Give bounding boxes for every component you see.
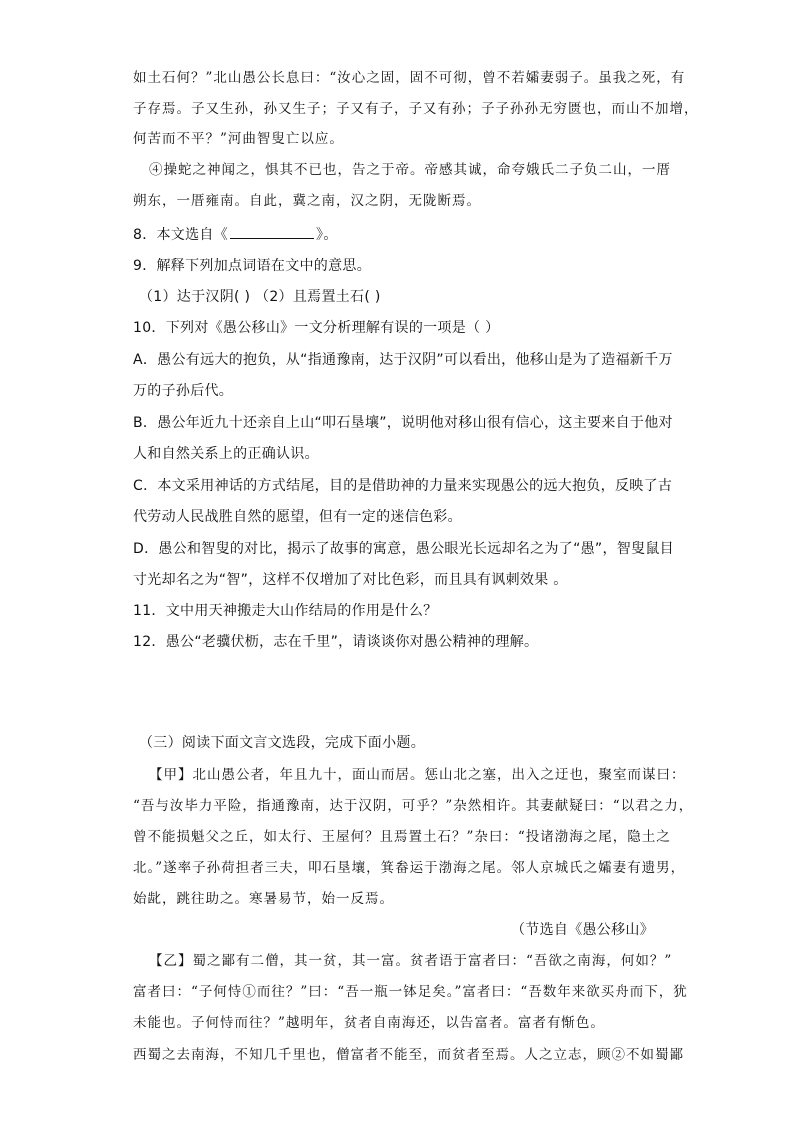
jia-line: 始龀，跳往助之。寒暑易节，始一反焉。 xyxy=(133,891,394,907)
option-d-cont: 寸光却名之为“智”，这样不仅增加了对比色彩，而且具有讽刺效果 。 xyxy=(133,572,568,588)
yi-line: 【乙】蜀之鄙有二僧，其一贫，其一富。贫者语于富者曰：“吾欲之南海，何如？” xyxy=(149,953,673,969)
passage-line: 何苦而不平？”河曲智叟亡以应。 xyxy=(133,131,344,147)
yi-line: 未能也。子何恃而往？”越明年，贫者自南海还，以告富者。富者有惭色。 xyxy=(133,1015,605,1031)
jia-line: “吾与汝毕力平险，指通豫南，达于汉阴，可乎？”杂然相许。其妻献疑曰：“以君之力， xyxy=(133,798,694,814)
option-c: C．本文采用神话的方式结尾，目的是借助神的力量来实现愚公的远大抱负，反映了古 xyxy=(133,478,673,494)
jia-line: 北。”遂率子孙荷担者三夫，叩石垦壤，箕畚运于渤海之尾。邻人京城氏之孀妻有遗男， xyxy=(133,860,686,876)
passage-line: 如土石何？”北山愚公长息曰：“汝心之固，固不可彻，曾不若孀妻弱子。虽我之死，有 xyxy=(133,70,686,86)
yi-line: 西蜀之去南海，不知几千里也，僧富者不能至，而贫者至焉。人之立志，顾②不如蜀鄙 xyxy=(133,1047,684,1063)
option-b: B．愚公年近九十还亲自上山“叩石垦壤”，说明他对移山很有信心，这主要来自于他对 xyxy=(133,415,673,431)
question-8 xyxy=(133,224,673,245)
passage-line: ④操蛇之神闻之，惧其不已也，告之于帝。帝感其诚，命夸娥氏二子负二山，一厝 xyxy=(149,162,671,178)
question-8-close: 》。 xyxy=(316,227,338,243)
passage-line: 朔东，一厝雍南。自此，冀之南，汉之阴，无陇断焉。 xyxy=(133,193,481,209)
option-c-cont: 代劳动人民战胜自然的愿望，但有一定的迷信色彩。 xyxy=(133,509,462,525)
passage-line: 子存焉。子又生孙，孙又生子；子又有子，子又有孙；子子孙孙无穷匮也，而山不加增， xyxy=(133,101,699,117)
question-12: 12．愚公“老骥伏枥，志在千里”，请谈谈你对愚公精神的理解。 xyxy=(133,634,539,650)
option-a-cont: 万的子孙后代。 xyxy=(133,383,234,399)
section-3-title: （三）阅读下面文言文选段，完成下面小题。 xyxy=(139,735,425,751)
jia-line: 曾不能损魁父之丘，如太行、王屋何？且焉置土石？”杂曰：“投诸渤海之尾，隐土之 xyxy=(133,829,671,845)
yi-line: 富者曰：“子何恃①而往？”曰：“吾一瓶一钵足矣。”富者曰：“吾数年来欲买舟而下，犹 xyxy=(133,984,688,1000)
option-a: A．愚公有远大的抱负，从“指通豫南，达于汉阴”可以看出，他移山是为了造福新千万 xyxy=(133,352,673,368)
question-9: 9．解释下列加点词语在文中的意思。 xyxy=(133,258,372,274)
question-10: 10．下列对《愚公移山》一文分析理解有误的一项是（ ） xyxy=(133,320,500,336)
question-11: 11．文中用天神搬走大山作结局的作用是什么？ xyxy=(133,603,438,619)
question-8-text: 8．本文选自《 xyxy=(133,227,229,243)
jia-line: 【甲】北山愚公者，年且九十，面山而居。惩山北之塞，出入之迂也，聚室而谋曰： xyxy=(149,767,686,783)
option-b-cont: 人和自然关系上的正确认识。 xyxy=(133,446,319,462)
question-9-items: （1）达于汉阴( ) （2）且焉置土石( ) xyxy=(139,289,381,305)
option-d: D．愚公和智叟的对比，揭示了故事的寓意，愚公眼光长远却名之为了“愚”，智叟鼠目 xyxy=(133,541,674,557)
jia-source: （节选自《愚公移山》 xyxy=(511,922,654,938)
answer-blank[interactable] xyxy=(230,224,314,239)
